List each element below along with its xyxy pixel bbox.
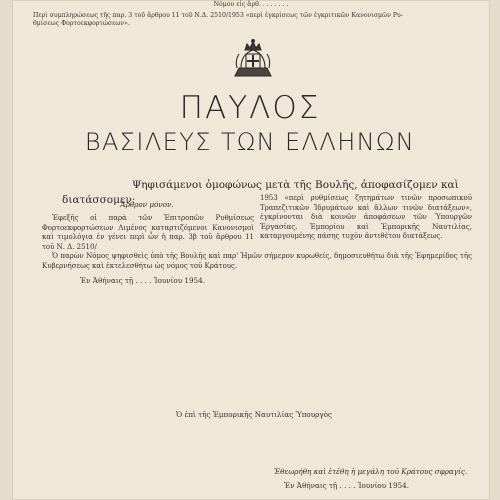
header-subject-line-1: Περὶ συμπληρώσεως τῆς παρ. 3 τοῦ ἄρθρου 11 τοῦ Ν.Δ. 2510/1953 «περὶ ἐγκρίσεως τῶν ἐγκριτικῶν Κανονισμῶν Ρυ-	[33, 12, 403, 19]
minister-signature-line: Ὁ ἐπὶ τῆς Ἐμπορικῆς Ναυτιλίας Ὑπουργὸς	[176, 410, 332, 419]
article-paragraph-1: Ἐφεξῆς οἱ παρὰ τῶν Ἐπιτροπῶν Ρυθμίσεως Φορτοεκφορτώσεων Λιμένος καταρτιζόμενοι Κανονισμοὶ καὶ τιμολόγια ἐν γένει περὶ ὧν ἡ παρ. 3β τοῦ ἄρθρου 11 τοῦ Ν. Δ. 2510/	[42, 214, 254, 251]
seal-statement: Ἐθεωρήθη καὶ ἐτέθη ἡ μεγάλη τοῦ Κράτους σφραγίς.	[274, 467, 468, 476]
royal-crest-icon	[231, 38, 275, 82]
header-subject-line-2: θμίσεως Φορτοεκφορτώσεων».	[33, 20, 130, 27]
article-heading: Ἄρθρον μόνον.	[120, 200, 174, 209]
header-law-reference: Νόμου εἰς ἄρθ. . . . . . . .	[213, 1, 289, 8]
document-page	[12, 0, 490, 500]
article-paragraph-2: 1953 «περὶ ρυθμίσεως ζητημάτων τινῶν προσωπικοῦ Τραπεζιτικῶν Ἱδρυμάτων καὶ ἄλλων τινῶν διατάξεων», ἐγκρίνονται διὰ κοινῶν ἀποφάσεων τῶν Ὑπουργῶν Ἐργασίας, Ἐμπορίου καὶ Ἐμπορικῆς Ναυτιλίας, καταργουμένης πάσης τυχὸν ἀντιθέτου διατάξεως.	[260, 194, 472, 240]
decree-intro: Ψηφισάμενοι ὁμοφώνως μετὰ τῆς Βουλῆς, ἀποφασίζομεν καὶ διατάσσομεν:	[62, 178, 459, 206]
king-title: ΒΑΣΙΛΕΥΣ ΤΩΝ ΕΛΛΗΝΩΝ	[84, 128, 416, 156]
king-name: ΠΑΥΛΟΣ	[179, 90, 321, 126]
law-promulgation-paragraph: Ὁ παρὼν Νόμος ψηφισθεὶς ὑπὸ τῆς Βουλῆς καὶ παρ' Ἡμῶν σήμερον κυρωθείς, δημοσιευθήτω διὰ τῆς Ἐφημερίδος τῆς Κυβερνήσεως καὶ ἐκτελεσθήτω ὡς νόμος τοῦ Κράτους.	[42, 252, 472, 270]
law-date: Ἐν Ἀθήναις τῇ . . . . Ἰουνίου 1954.	[80, 276, 205, 285]
seal-date: Ἐν Ἀθήναις τῇ . . . . Ἰουνίου 1954.	[284, 481, 409, 490]
